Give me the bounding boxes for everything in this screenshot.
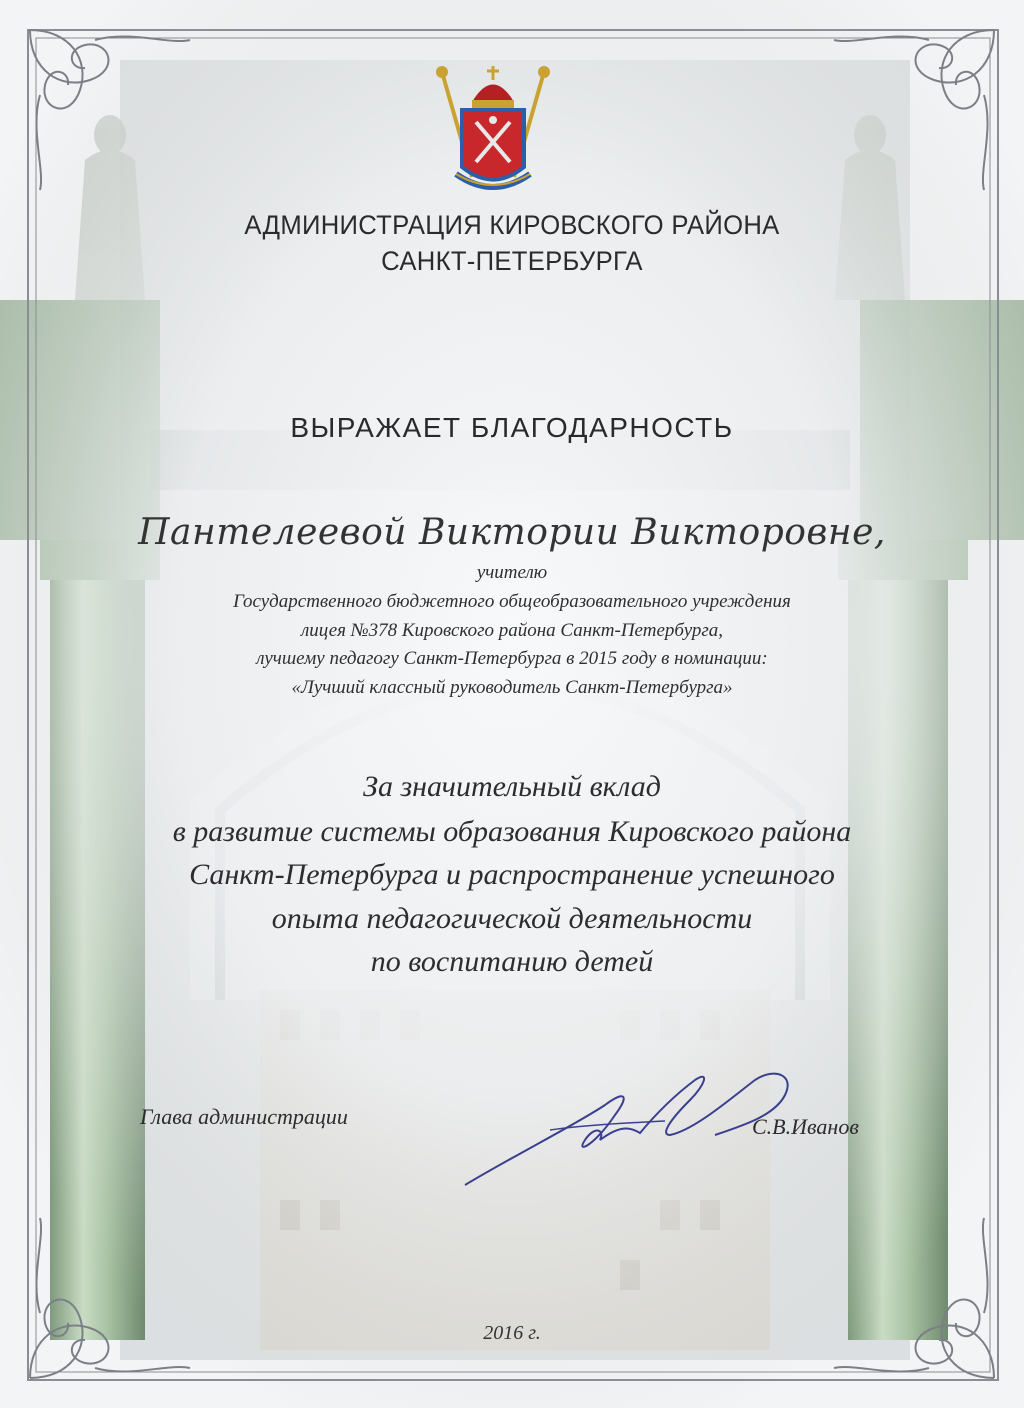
coat-of-arms-icon xyxy=(432,62,554,200)
reason-line: в развитие системы образования Кировского района xyxy=(172,815,852,848)
signatory-title: Глава администрации xyxy=(140,1104,348,1129)
reason-line: по воспитанию детей xyxy=(370,945,654,978)
recipient-institution: Государственного бюджетного общеобразовательного учреждения xyxy=(233,591,791,612)
recipient-name: Пантелеевой Виктории Викторовне, xyxy=(138,512,886,553)
reason-line: Санкт-Петербурга и распространение успешного xyxy=(189,858,835,891)
signatory-name: С.В.Иванов xyxy=(752,1114,859,1139)
certificate-heading: ВЫРАЖАЕТ БЛАГОДАРНОСТЬ xyxy=(290,412,734,443)
recipient-nomination: «Лучший классный руководитель Санкт-Петербурга» xyxy=(291,677,733,698)
recipient-position: учителю xyxy=(476,562,548,583)
organization-city: САНКТ-ПЕТЕРБУРГА xyxy=(381,246,643,276)
reason-line: За значительный вклад xyxy=(363,770,661,803)
organization-title: АДМИНИСТРАЦИЯ КИРОВСКОГО РАЙОНА xyxy=(244,210,780,240)
recipient-institution-name: лицея №378 Кировского района Санкт-Петербурга, xyxy=(300,620,724,641)
reason-line: опыта педагогической деятельности xyxy=(271,902,753,935)
recipient-award: лучшему педагогу Санкт-Петербурга в 2015 году в номинации: xyxy=(256,648,768,669)
issue-year: 2016 г. xyxy=(483,1322,541,1344)
